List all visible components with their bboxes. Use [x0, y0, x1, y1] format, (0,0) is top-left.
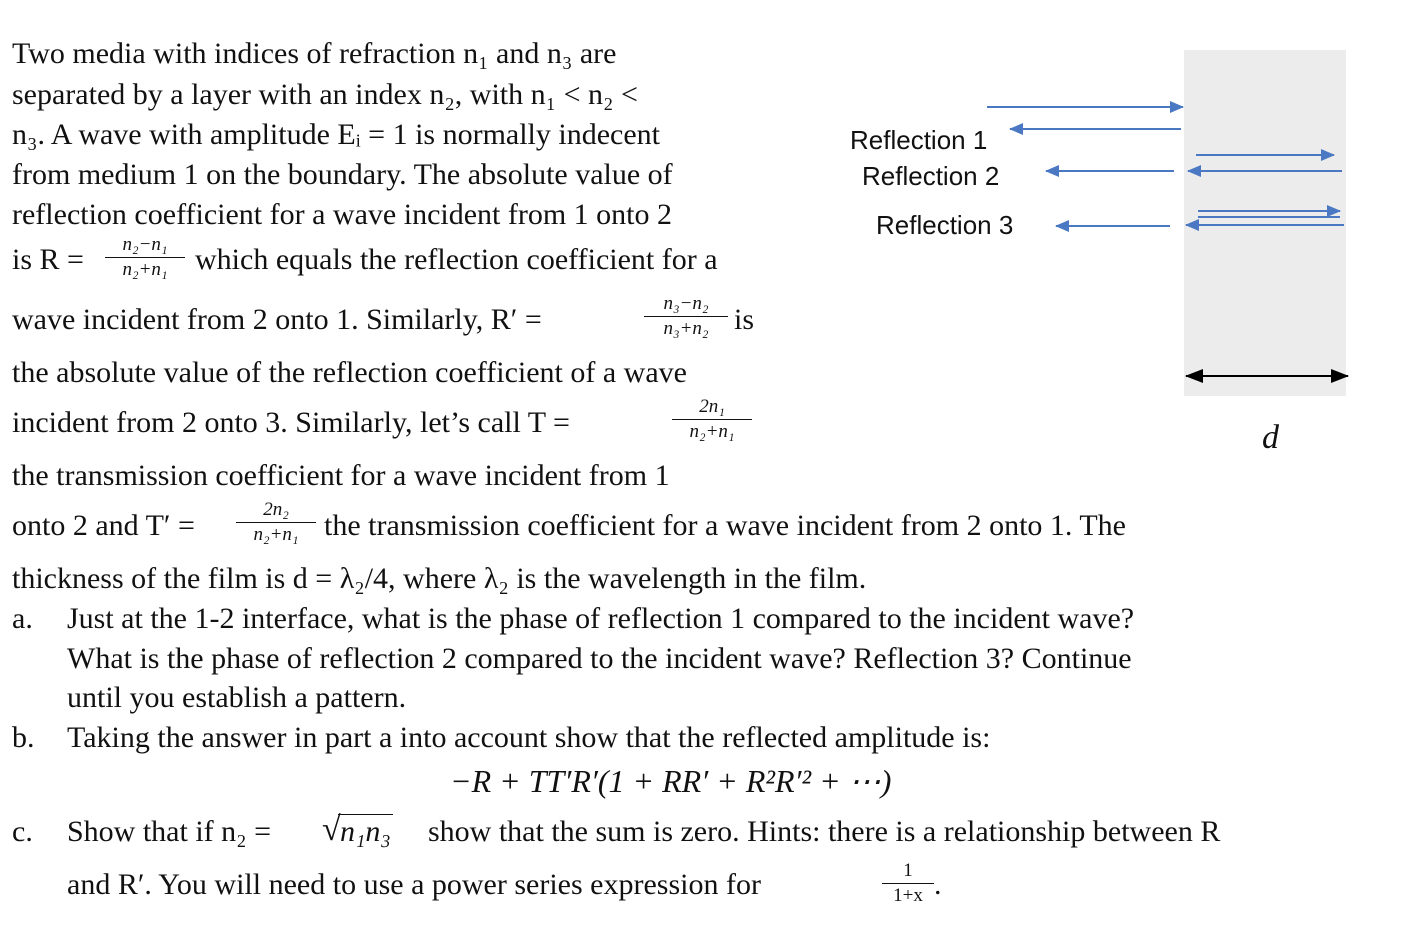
part-b-line-1: Taking the answer in part a into account show that the reflected amplitude is: — [67, 721, 991, 754]
part-c-line-1-post: show that the sum is zero. Hints: there is a relationship between R — [428, 815, 1221, 848]
fraction-R-denominator: n₂+n₁ — [122, 259, 168, 280]
part-b-marker: b. — [12, 721, 35, 754]
problem-line-4: from medium 1 on the boundary. The absolute value of — [12, 158, 673, 191]
problem-line-3: n₃. A wave with amplitude Eᵢ = 1 is normally indecent — [12, 118, 661, 151]
problem-line-8: the absolute value of the reflection coefficient of a wave — [12, 356, 687, 389]
fraction-T-prime-numerator: 2n₂ — [263, 499, 289, 520]
reflection-3-label: Reflection 3 — [876, 210, 1014, 240]
problem-line-11-pre: onto 2 and T′ = — [12, 509, 195, 542]
sqrt-symbol: √ — [322, 811, 341, 848]
fraction-R-prime — [644, 293, 728, 340]
fraction-T-denominator: n₂+n₁ — [689, 421, 735, 442]
reflection-1-label: Reflection 1 — [850, 125, 988, 155]
problem-line-2: separated by a layer with an index n₂, with n₁ < n₂ < — [12, 78, 638, 111]
part-c-line-1-pre: Show that if n₂ = — [67, 815, 272, 848]
fraction-R-prime-numerator: n₃−n₂ — [663, 293, 709, 314]
fraction-T-prime-denominator: n₂+n₁ — [253, 524, 299, 545]
fraction-R-prime-denominator: n₃+n₂ — [663, 318, 709, 339]
part-c-marker: c. — [12, 815, 33, 848]
fraction-T — [672, 396, 752, 443]
fraction-power-series-numerator: 1 — [903, 860, 913, 881]
problem-line-12: thickness of the film is d = λ₂/4, where λ₂ is the wavelength in the film. — [12, 562, 867, 595]
fraction-T-numerator: 2n₁ — [699, 396, 725, 417]
problem-line-5: reflection coefficient for a wave incident from 1 onto 2 — [12, 198, 673, 231]
fraction-power-series-denominator: 1+x — [893, 885, 923, 906]
problem-line-1: Two media with indices of refraction n₁ and n₃ are — [12, 37, 617, 70]
part-c-period: . — [934, 868, 942, 901]
fraction-R-numerator: n₂−n₁ — [122, 234, 168, 255]
part-a-line-2: What is the phase of reflection 2 compared to the incident wave? Reflection 3? Continue — [67, 642, 1132, 675]
fraction-power-series — [882, 860, 934, 907]
thickness-label: d — [1262, 419, 1279, 456]
problem-line-7-post: is — [734, 303, 755, 336]
problem-line-7-pre: wave incident from 2 onto 1. Similarly, R′ = — [12, 303, 542, 336]
problem-line-11-post: the transmission coefficient for a wave incident from 2 onto 1. The — [324, 509, 1127, 542]
reflection-2-label: Reflection 2 — [862, 161, 1000, 191]
part-a-line-1: Just at the 1-2 interface, what is the phase of reflection 1 compared to the incident wave? — [67, 602, 1135, 635]
fraction-R — [105, 234, 185, 281]
problem-line-6-post: which equals the reflection coefficient for a — [195, 243, 718, 276]
part-a-line-3: until you establish a pattern. — [67, 681, 407, 714]
problem-line-6-pre: is R = — [12, 243, 84, 276]
sqrt-radicand: n₁n₃ — [340, 815, 391, 848]
problem-line-10: the transmission coefficient for a wave incident from 1 — [12, 459, 670, 492]
reflected-amplitude-equation: −R + TT′R′(1 + RR′ + R²R′² + ⋯) — [450, 763, 892, 799]
part-c-line-2: and R′. You will need to use a power series expression for — [67, 868, 761, 901]
film-layer — [1184, 50, 1346, 396]
problem-line-9-pre: incident from 2 onto 3. Similarly, let’s call T = — [12, 406, 570, 439]
fraction-T-prime — [236, 499, 316, 546]
part-a-marker: a. — [12, 602, 33, 635]
